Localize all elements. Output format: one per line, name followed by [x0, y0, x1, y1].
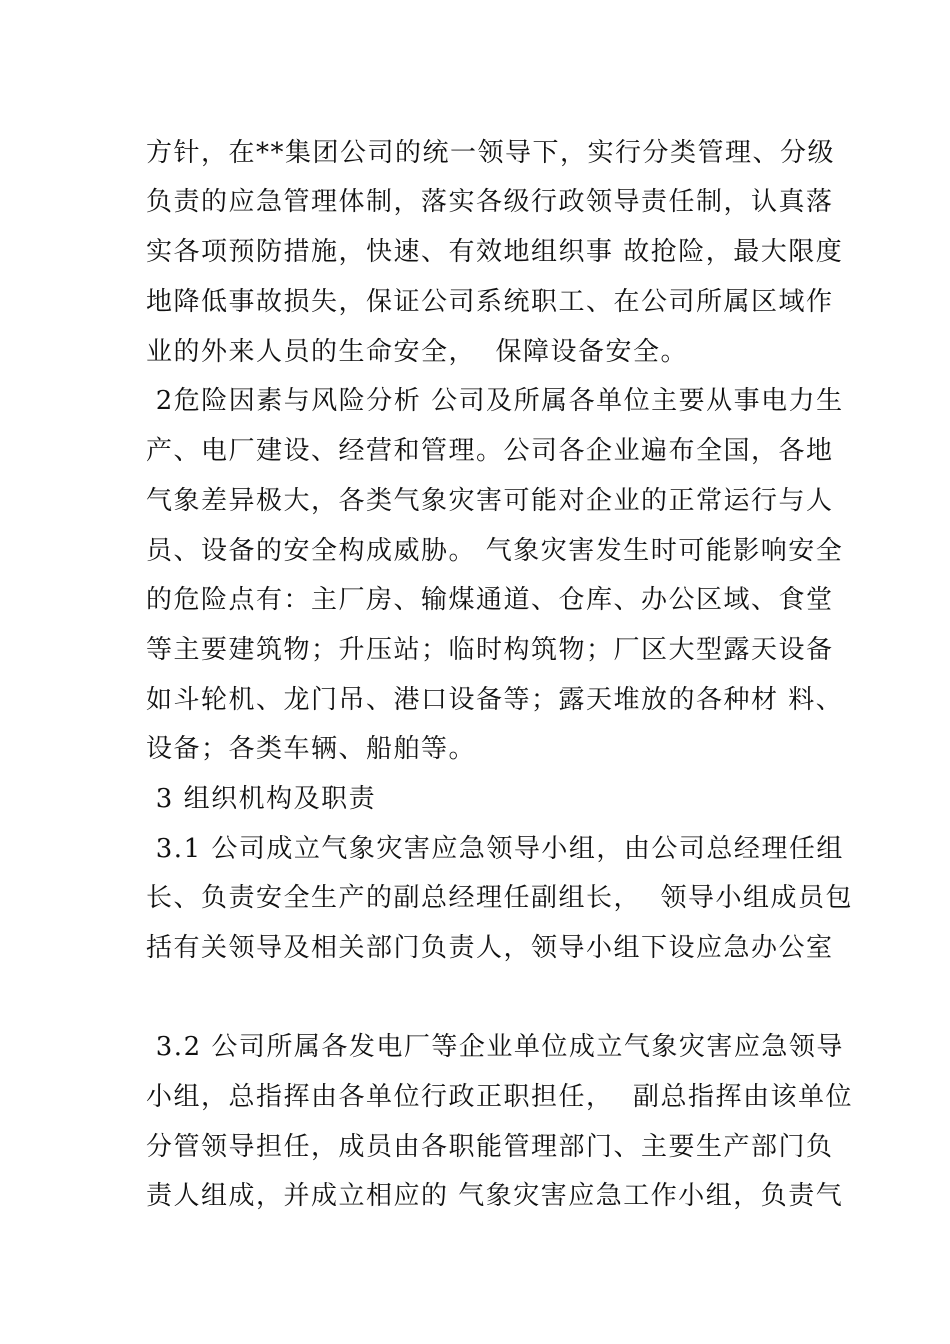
text-line: 括有关领导及相关部门负责人，领导小组下设应急办公室 [146, 933, 834, 963]
text-line: 方针，在**集团公司的统一领导下，实行分类管理、分级 [146, 138, 836, 168]
text-line: 负责的应急管理体制，落实各级行政领导责任制，认真落 [146, 187, 834, 217]
text-line: 小组，总指挥由各单位行政正职担任， 副总指挥由该单位 [146, 1082, 854, 1112]
text-line: 3.1 公司成立气象灾害应急领导小组，由公司总经理任组 [146, 834, 844, 864]
section-heading-2: 2危险因素与风险分析 公司及所属各单位主要从事电力生 [146, 386, 844, 416]
text-line: 长、负责安全生产的副总经理任副组长， 领导小组成员包 [146, 883, 854, 913]
text-line: 气象差异极大，各类气象灾害可能对企业的正常运行与人 [146, 486, 834, 516]
text-line: 业的外来人员的生命安全， 保障设备安全。 [146, 337, 689, 367]
text-line: 等主要建筑物；升压站；临时构筑物；厂区大型露天设备 [146, 635, 834, 665]
text-line: 如斗轮机、龙门吊、港口设备等；露天堆放的各种材 料、 [146, 685, 844, 715]
text-line: 地降低事故损失，保证公司系统职工、在公司所属区域作 [146, 287, 834, 317]
text-line: 3.2 公司所属各发电厂等企业单位成立气象灾害应急领导 [146, 1032, 844, 1062]
text-line: 的危险点有：主厂房、输煤通道、仓库、办公区域、食堂 [146, 585, 834, 615]
section-heading-3: 3 组织机构及职责 [146, 784, 377, 814]
text-line: 员、设备的安全构成威胁。 气象灾害发生时可能影响安全 [146, 536, 844, 566]
text-line: 责人组成，并成立相应的 气象灾害应急工作小组，负责气 [146, 1181, 844, 1211]
text-line: 产、电厂建设、经营和管理。公司各企业遍布全国，各地 [146, 436, 834, 466]
text-line: 分管领导担任，成员由各职能管理部门、主要生产部门负 [146, 1132, 834, 1162]
text-line: 设备；各类车辆、船舶等。 [146, 734, 477, 764]
text-line: 实各项预防措施，快速、有效地组织事 故抢险，最大限度 [146, 237, 844, 267]
